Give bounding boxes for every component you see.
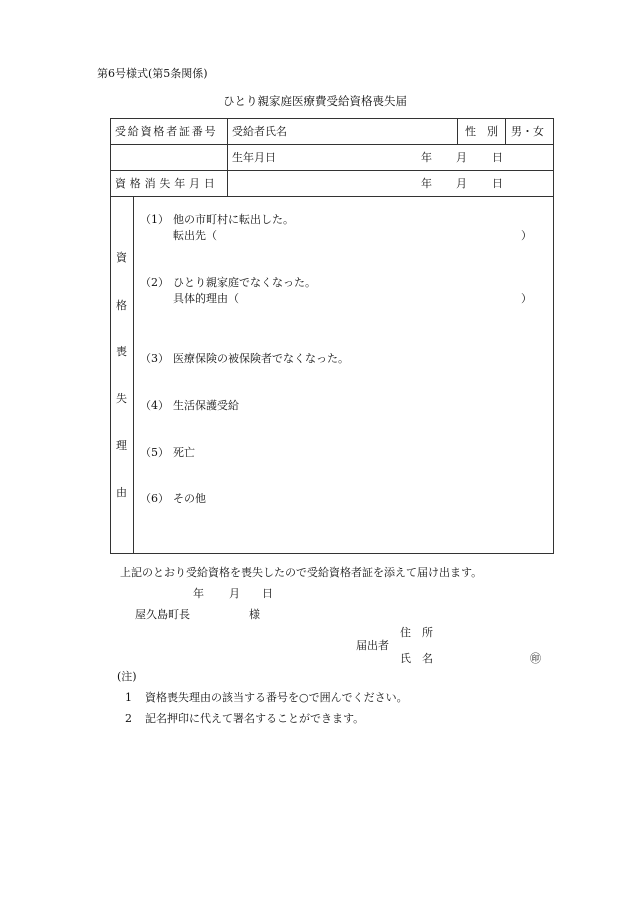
- addressee: 屋久島町長: [135, 608, 190, 621]
- applicant-name-label: 氏 名: [400, 652, 433, 665]
- applicant-address-label: 住 所: [400, 626, 433, 639]
- reasons-heading-char: 理: [116, 439, 127, 452]
- notes-heading: (注): [117, 670, 137, 683]
- birth-year-label: 年: [421, 151, 432, 164]
- reason-text: 死亡: [173, 446, 195, 459]
- birthdate-label: 生年月日: [232, 151, 276, 164]
- applicant-label: 届出者: [356, 639, 389, 652]
- note-text: 記名押印に代えて署名することができます。: [145, 712, 365, 725]
- cert-number-label: 受給資格者証番号: [115, 125, 218, 138]
- loss-day-label: 日: [492, 177, 503, 190]
- loss-year-label: 年: [421, 177, 432, 190]
- reason-sub-close: ）: [521, 229, 532, 242]
- reasons-heading-char: 格: [116, 299, 127, 312]
- reason-number: （1）: [140, 213, 169, 226]
- gender-label: 性 別: [465, 125, 498, 138]
- declaration-text: 上記のとおり受給資格を喪失したので受給資格者証を添えて届け出ます。: [120, 566, 483, 579]
- reasons-heading-char: 由: [116, 486, 127, 499]
- note-number: 1: [125, 691, 132, 704]
- reasons-heading-char: 資: [116, 251, 127, 264]
- birth-month-label: 月: [456, 151, 467, 164]
- document-title: ひとり親家庭医療費受給資格喪失届: [223, 94, 407, 108]
- note-text: 資格喪失理由の該当する番号を○で囲んでください。: [145, 691, 408, 704]
- gender-value: 男・女: [511, 125, 544, 138]
- reason-number: （4）: [140, 399, 169, 412]
- date-day-label: 日: [262, 587, 273, 600]
- reason-sub-close: ）: [521, 292, 532, 305]
- form-number: 第6号様式(第5条関係): [97, 67, 208, 80]
- loss-date-label: 資格消失年月日: [115, 177, 219, 190]
- reason-text: 他の市町村に転出した。: [173, 213, 294, 226]
- loss-month-label: 月: [456, 177, 467, 190]
- birth-day-label: 日: [492, 151, 503, 164]
- reason-number: （3）: [140, 352, 169, 365]
- reason-number: （5）: [140, 446, 169, 459]
- reason-text: 医療保険の被保険者でなくなった。: [173, 352, 349, 365]
- note-number: 2: [125, 712, 132, 725]
- reason-number: （2）: [140, 276, 169, 289]
- reason-sub-label: 具体的理由（: [173, 292, 239, 305]
- recipient-name-label: 受給者氏名: [232, 125, 287, 138]
- reason-text: ひとり親家庭でなくなった。: [173, 276, 316, 289]
- reasons-heading-char: 失: [116, 392, 127, 405]
- seal-mark: ㊞: [530, 652, 541, 665]
- reason-text: その他: [173, 492, 206, 505]
- reason-number: （6）: [140, 492, 169, 505]
- reasons-heading-char: 喪: [116, 345, 127, 358]
- reason-sub-label: 転出先（: [173, 229, 217, 242]
- honorific: 様: [249, 608, 260, 621]
- date-month-label: 月: [229, 587, 240, 600]
- reason-text: 生活保護受給: [173, 399, 239, 412]
- date-year-label: 年: [193, 587, 204, 600]
